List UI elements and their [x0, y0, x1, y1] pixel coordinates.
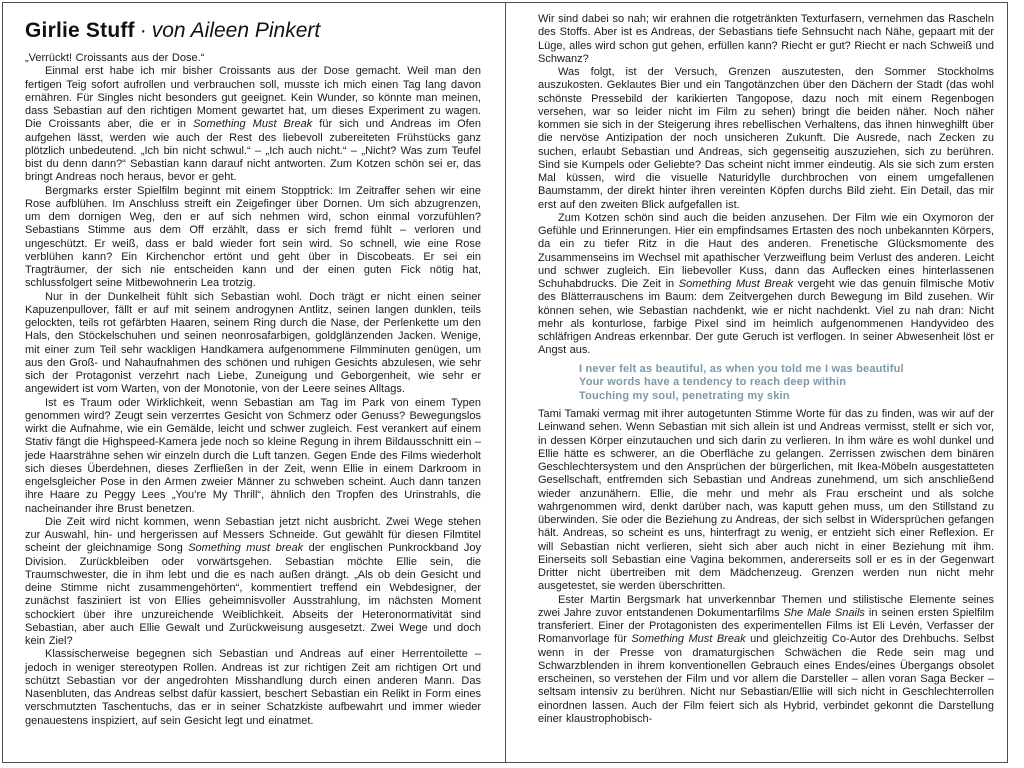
- film-title-italic: Something Must Break: [678, 278, 794, 290]
- page-right: [506, 3, 1007, 762]
- paragraph: Tami Tamaki vermag mit ihrer autogetunten Stimme Worte für das zu finden, was wir auf der Leinwand sehen. Wenn Sebastian mit sich allein ist und Andreas vermisst, stellt er sich vor, in dessen Körper einzutauchen und sich darin zu verlieren. In ihm wäre es wohl dunkel und Ellie hätte es schwerer, an die Oberfläche zu gelangen. Zerrissen zwischen dem binären Geschlechtersystem und den Ansprüchen der bürgerlichen, mit Ikea-Möbeln ausgestatteten Gesellschaft, entfremden sich Sebastian und Andreas zunehmend, um sich anschließend wieder anzunähern. Ellie, die mehr und mehr als Frau erscheint und als solche wahrgenommen wird, denkt darüber nach, was kaputt gehen muss, um den Stillstand zu überwinden. Sie oder die Beziehung zu Andreas, der sich selbst in Widersprüchen gefangen hält. Andreas, so scheint es uns, hinterfragt zu wenig, er entzieht sich einer Reflexion. Er will Sebastian nicht verlieren, sieht sich aber auch nicht in einer Beziehung mit ihm. Einerseits soll Sebastian eine Vagina bekommen, andererseits soll er es in der Gegenwart Dritter nicht übertreiben mit dem Mädchenzeug. Grenzen werden nun nicht mehr ausgetestet, sie werden überschritten.: [538, 408, 994, 593]
- film-title-italic: She Male Snails: [783, 606, 865, 619]
- article-header: [25, 18, 481, 43]
- article-byline: von Aileen Pinkert: [151, 19, 321, 42]
- song-lyrics-quote: [579, 363, 994, 404]
- paragraph: Was folgt, ist der Versuch, Grenzen auszutesten, den Sommer Stockholms auszukosten. Geklautes Bier und ein Tangotänzchen über den Dächern der Stadt (das wohl schönste Pressebild der karikierten Tangopose, dazu noch mit einem Regenbogen versehen, war so leider nicht im Film zu sehen) bringt die beiden näher. Noch näher kommen sie sich in der Steigerung ihres rebellischen Verhaltens, das ihnen hinweghilft über die nervöse Antizipation der noch unsicheren Zukunft. Die Ausrede, nach Zecken zu suchen, erlaubt Sebastian und Andreas, sich gegenseitig auszuziehen, sich zu berühren. Sind sie Kumpels oder Geliebte? Das scheint nicht immer eindeutig. Als sie sich zum ersten Mal küssen, wird die visuelle Naturidylle durchbrochen von einem umgefallenen Baumstamm, der direkt hinter ihren vereinten Köpfen durchs Bild zieht. Ein Detail, das mir erst auf den zweiten Blick aufgefallen ist.: [538, 66, 994, 211]
- paragraph: Bergmarks erster Spielfilm beginnt mit einem Stopptrick: Im Zeitraffer sehen wir eine Rose aufblühen. Im Anschluss streift ein Zeigefinger über Dornen. Um sich abzugrenzen, um dem dornigen Weg, den er auf sich nehmen wird, schon einmal vorzufühlen? Sebastians Stimme aus dem Off erzählt, dass er sich fremd fühlt – verloren und ungeschützt. Er weiß, dass er bald wieder fort sein wird. So schnell, wie eine Rose verblühen kann? Ein Kirchenchor ertönt und geht über in Discobeats. Er sei ein Tragträumer, der sich nie entscheiden kann und der einen guten Fick nötig hat, schlussfolgert seine Mitbewohnerin Lea trotzig.: [25, 184, 481, 290]
- book-spread: [2, 2, 1008, 763]
- paragraph: Einmal erst habe ich mir bisher Croissants aus der Dose gemacht. Weil man den fertigen Teig sofort aufrollen und verbrauchen soll, musste ich mich einen Tag lang davon ernähren. Für Singles nicht besonders gut geeignet. Kein Wunder, so könnte man meinen, dass Sebastian auf den richtigen Moment gewartet hat, um dieses Experiment zu wagen. Die Croissants aber, die er in Something Must Break für sich und Andreas im Ofen aufgehen lässt, werden wie auch der Rest des liebevoll zubereiteten Frühstücks ganz plötzlich unbedeutend. „Ich bin nicht schwul.“ – „Ich auch nicht.“ – „Nicht? Was zum Teufel bist du denn dann?“ Sebastian kann darauf nicht antworten. Zum Kotzen schön sei er, das bringt Andreas noch heraus, bevor er geht.: [25, 65, 481, 184]
- paragraph: Die Zeit wird nicht kommen, wenn Sebastian jetzt nicht ausbricht. Zwei Wege stehen zur Auswahl, hin- und hergerissen auf Messers Schneide. Gut gewählt für diesen Filmtitel scheint der gleichnamige Song Something must break der englischen Punkrockband Joy Division. Zurückbleiben oder vorwärtsgehen. Sebastian möchte Ellie sein, die Traumschwester, die in ihm lebt und die es nach außen drängt. „Als ob dein Gesicht und deine Stimme nicht zusammengehörten“, kommentiert treffend ein Webdesigner, der zunächst fasziniert ist von Ellies geheimnisvoller Ausstrahlung, im nächsten Moment schockiert über ihre unzureichende Weiblichkeit. Abseits der Heteronormativität sind Sebastian, aber auch Ellie Gewalt und Zurückweisung ausgesetzt. Zwei Wege und doch kein Ziel?: [25, 515, 481, 647]
- paragraph: Wir sind dabei so nah; wir erahnen die rotgetränkten Texturfasern, vernehmen das Rascheln des Stoffs. Aber ist es Andreas, der Sebastians tiefe Sehnsucht nach Nähe, gepaart mit der Lüge, alles wird schon gut gehen, erfüllen kann? Riecht er gut? Riecht er nach Schweiß und Schwanz?: [538, 13, 994, 65]
- lyric-line: I never felt as beautiful, as when you told me I was beautiful: [579, 362, 904, 375]
- paragraph: Klassischerweise begegnen sich Sebastian und Andreas auf einer Herrentoilette – jedoch in weniger stereotypen Rollen. Andreas ist zur richtigen Zeit am richtigen Ort und schützt Sebastian vor der angedrohten Misshandlung durch einen anderen Mann. Das Nasenbluten, das Andreas selbst dafür kassiert, beschert Sebastian ein Relikt in Form eines verschmutzten Taschentuchs, das er in seiner Schatzkiste aufbewahrt und immer wieder genauestens inspiziert, auf sein Gesicht legt und einatmet.: [25, 648, 481, 727]
- film-title-italic: Something Must Break: [193, 118, 313, 131]
- paragraph: Ester Martin Bergsmark hat unverkennbar Themen und stilistische Elemente seines zwei Jahre zuvor entstandenen Dokumentarfilms She Male Snails in seinen ersten Spielfilm transferiert. Einer der Protagonisten des experimentellen Films ist Eli Levén, Verfasser der Romanvorlage für Something Must Break und gleichzeitig Co-Autor des Drehbuchs. Selbst wenn in der Presse von dramaturgischen Schwächen die Rede sein mag und Schwarzblenden in ihrem konventionellen Gebrauch eines Endes/eines Übergangs obsolet erscheinen, so verstehen der Film und vor allem die Darsteller – allen voran Saga Becker –seltsam intensiv zu berühren. Nicht nur Sebastian/Ellie will sich nicht in Geschlechterrollen einordnen lassen. Auch der Film feiert sich als Hybrid, verbindet gekonnt die Darstellung einer klaustrophobisch-: [538, 593, 994, 725]
- lyric-line: Your words have a tendency to reach deep within: [579, 376, 847, 388]
- paragraph: Nur in der Dunkelheit fühlt sich Sebastian wohl. Doch trägt er nicht einen seiner Kapuzenpullover, fällt er auf mit seinem androgynen Antlitz, seinen langen dunklen, teils gelockten, teils rot gefärbten Haaren, seinem Ring durch die Nase, der Perlenkette um den Hals, den Stöckelschuhen und seinen neonrosafarbigen, goldglänzenden Jacken. Wenige, mit einer zum Teil sehr wackligen Handkamera aufgenommene Filmminuten genügen, um aus den Groß- und Nahaufnahmen des schönen und ruhigen Gesichts abzulesen, wie sehr sich der Protagonist verzehrt nach Liebe, Zuneigung und Geborgenheit, wie sehr er angewidert ist vom Warten, von der Monotonie, von der Leere seines Alltags.: [25, 290, 481, 396]
- title-separator: ·: [139, 19, 147, 42]
- article-title: Girlie Stuff: [25, 19, 135, 42]
- text-column-left: [25, 52, 481, 728]
- lyric-line: Touching my soul, penetrating my skin: [579, 389, 790, 402]
- text-column-right: [538, 13, 994, 726]
- paragraph: Ist es Traum oder Wirklichkeit, wenn Sebastian am Tag im Park von einem Typen genommen wird? Zeugt sein verzerrtes Gesicht von Schmerz oder Genuss? Bewegungslos wirkt die Aufnahme, wie ein Gemälde, leicht und schwer zugleich. Fest verankert auf einem Stativ fängt die Highspeed-Kamera jede noch so kleine Regung in ihrem Bildausschnitt ein – jede Haarsträhne sehen wir einzeln durch die Luft tanzen. Gegen Ende des Films wiederholt sich dieses Überdehnen, dieses Zerfließen in der Zeit, wenn Ellie in einem Darkroom in engelsgleicher Pose in den Armen zweier Männer zu schweben scheint. Auch dann tanzen ihre Haare zu Peggy Lees „You’re My Thrill“, ähnlich den Tropfen des Urinstrahls, die nacheinander ihre Brust benetzen.: [25, 396, 481, 515]
- paragraph: „Verrückt! Croissants aus der Dose.“: [25, 52, 205, 64]
- page-left: [3, 3, 506, 762]
- film-title-italic: Something must break: [188, 542, 304, 555]
- film-title-italic: Something Must Break: [631, 633, 746, 646]
- paragraph: Zum Kotzen schön sind auch die beiden anzusehen. Der Film wie ein Oxymoron der Gefühle und Erinnerungen. Hier ein empfindsames Ertasten des noch unbekannten Körpers, da ein zu tiefer Ritz in die Haut des anderen. Frenetische Glücksmomente des Zusammenseins im Wechsel mit apathischer Verzweiflung beim Verlust des anderen. Leicht und schwer zugleich. Ein liebevoller Kuss, dann das Auflecken eines hinterlassenen Schuhabdrucks. Die Zeit in Something Must Break vergeht wie das genuin filmische Motiv des Blätterrauschens im Baum: dem Zeitvergehen durch Bewegung im Bild zusehen. Wir können sehen, wie Sebastian nachdenkt, wie er nicht nachdenkt. Viel zu nah dran: Nicht mehr als konturlose, farbige Pixel sind im heimlich aufgenommenen Handyvideo des schläfrigen Andreas erkennbar. Der gute Geruch ist verflogen. In seiner Abwesenheit löst er Angst aus.: [538, 211, 994, 357]
